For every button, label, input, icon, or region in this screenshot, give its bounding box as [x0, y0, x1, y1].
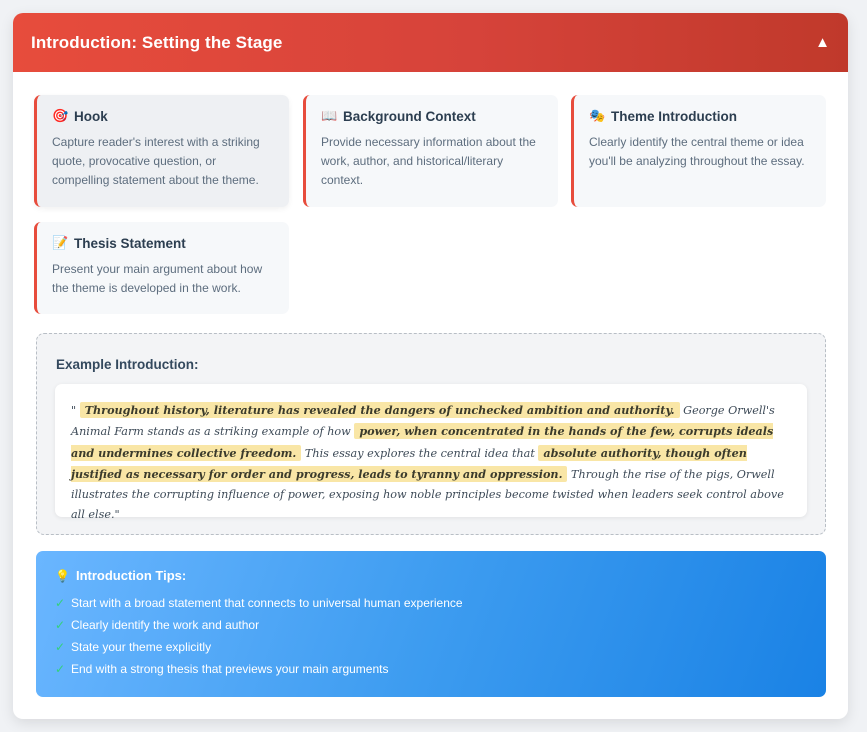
tip-text: Clearly identify the work and author [71, 618, 260, 632]
card-description: Capture reader's interest with a striking quote, provocative question, or compelling statement about the theme. [52, 135, 260, 187]
theater-masks-icon: 🎭 [589, 108, 606, 123]
tip-text: State your theme explicitly [71, 640, 212, 654]
card-theme-introduction[interactable] [571, 95, 826, 207]
tip-text: Start with a broad statement that connects to universal human experience [71, 596, 463, 610]
tip-item [55, 658, 807, 680]
card-thesis-statement[interactable] [34, 222, 289, 314]
lightbulb-icon: 💡 [55, 568, 70, 583]
card-title: Theme Introduction [611, 108, 737, 124]
tip-item [55, 592, 807, 614]
checkmark-icon: ✓ [55, 662, 66, 676]
quote-text: George Orwell's Animal Farm stands as a striking example of how [71, 404, 775, 439]
introduction-tips-box [36, 551, 826, 697]
highlight-thesis: absolute authority, though often justified as necessary for order and progress, leads to tyranny and oppression. [71, 445, 747, 481]
highlight-context: power, when concentrated in the hands of the few, corrupts ideals and undermines collective freedom. [71, 424, 774, 460]
memo-icon: 📝 [52, 235, 69, 250]
panel-title: Introduction: Setting the Stage [31, 32, 283, 52]
card-description: Present your main argument about how the theme is developed in the work. [52, 262, 263, 295]
tip-item [55, 636, 807, 658]
quote-text: Through the rise of the pigs, Orwell illustrates the corrupting influence of power, exposing how noble principles become twisted when leaders seek control above all else. [71, 467, 784, 522]
collapse-chevron-icon[interactable]: ▲ [815, 34, 830, 51]
checkmark-icon: ✓ [55, 618, 66, 632]
checkmark-icon: ✓ [55, 640, 66, 654]
card-title: Hook [74, 108, 108, 124]
open-quote: " [71, 404, 77, 417]
target-icon: 🎯 [52, 108, 69, 123]
highlight-hook: Throughout history, literature has revealed the dangers of unchecked ambition and authority. [80, 402, 680, 418]
card-hook[interactable] [34, 95, 289, 207]
book-icon: 📖 [321, 108, 338, 123]
introduction-panel [13, 13, 848, 719]
close-quote: " [114, 508, 120, 522]
tip-text: End with a strong thesis that previews your main arguments [71, 662, 389, 676]
card-description: Clearly identify the central theme or idea you'll be analyzing throughout the essay. [589, 135, 805, 168]
quote-text: This essay explores the central idea that [301, 446, 539, 460]
panel-header[interactable] [13, 13, 848, 72]
example-quote [55, 384, 807, 522]
card-title: Background Context [343, 108, 476, 124]
example-title: Example Introduction: [56, 357, 199, 372]
tip-item [55, 614, 807, 636]
tips-header [55, 568, 807, 583]
card-background-context[interactable] [303, 95, 558, 207]
card-title: Thesis Statement [74, 235, 186, 251]
card-description: Provide necessary information about the work, author, and historical/literary context. [321, 135, 536, 187]
example-introduction-box [36, 333, 826, 535]
checkmark-icon: ✓ [55, 596, 66, 610]
tips-title: Introduction Tips: [75, 568, 187, 583]
